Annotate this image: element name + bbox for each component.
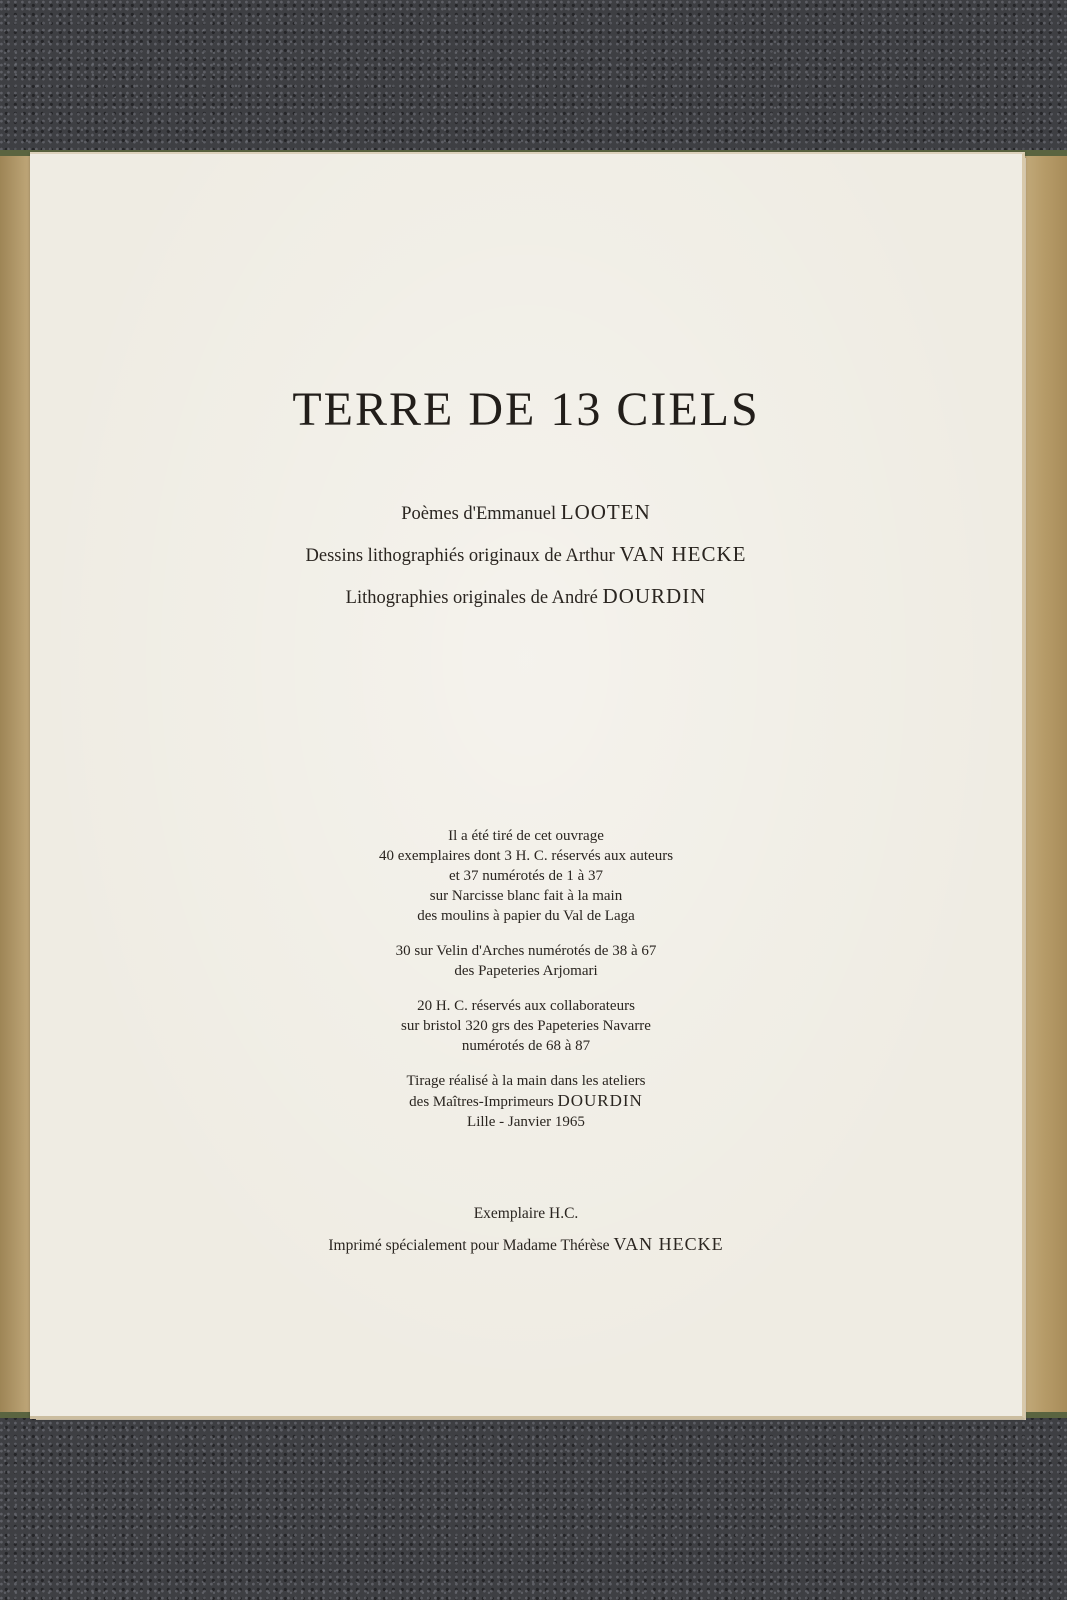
colophon-block-arches <box>30 941 1022 981</box>
credit-drawings <box>30 534 1022 576</box>
credit-lithographs-text: Lithographies originales de André <box>345 588 598 608</box>
credit-poems-author: LOOTEN <box>560 500 651 524</box>
credit-drawings-text: Dessins lithographiés originaux de Arthur <box>305 546 615 566</box>
folder-left-edge <box>0 156 32 1412</box>
copy-number: Exemplaire H.C. <box>473 1205 579 1222</box>
credit-lithographs <box>30 576 1022 618</box>
colophon-line: des moulins à papier du Val de Laga <box>417 908 635 924</box>
colophon-line: 30 sur Velin d'Arches numérotés de 38 à 67 <box>395 943 657 959</box>
colophon <box>30 826 1022 1147</box>
credit-poems-text: Poèmes d'Emmanuel <box>401 504 557 524</box>
credit-poems <box>30 492 1022 534</box>
colophon-line: 20 H. C. réservés aux collaborateurs <box>417 998 635 1014</box>
copy-dedication-name: VAN HECKE <box>613 1234 724 1254</box>
copy-dedication-line <box>30 1229 1022 1261</box>
book-title: TERRE DE 13 CIELS <box>292 383 760 436</box>
colophon-block-edition <box>30 826 1022 926</box>
colophon-printer-name: DOURDIN <box>557 1091 643 1110</box>
credits <box>30 492 1022 618</box>
colophon-line: sur bristol 320 grs des Papeteries Navarre <box>401 1018 651 1034</box>
colophon-printer-line <box>30 1091 1022 1112</box>
title-page <box>30 152 1025 1419</box>
colophon-printer-text: des Maîtres-Imprimeurs <box>409 1094 554 1110</box>
colophon-date: Lille - Janvier 1965 <box>467 1114 585 1130</box>
colophon-line: sur Narcisse blanc fait à la main <box>429 888 623 904</box>
colophon-line: Tirage réalisé à la main dans les ateliers <box>406 1073 646 1089</box>
credit-drawings-artist: VAN HECKE <box>619 542 747 566</box>
credit-lithographs-artist: DOURDIN <box>602 584 707 608</box>
colophon-block-printing <box>30 1071 1022 1132</box>
colophon-line: Il a été tiré de cet ouvrage <box>448 828 604 844</box>
colophon-block-collaborators <box>30 996 1022 1056</box>
colophon-line: des Papeteries Arjomari <box>454 963 598 979</box>
colophon-line: numérotés de 68 à 87 <box>461 1038 591 1054</box>
copy-dedication-text: Imprimé spécialement pour Madame Thérèse <box>328 1237 610 1254</box>
colophon-line: 40 exemplaires dont 3 H. C. réservés aux auteurs <box>378 848 674 864</box>
colophon-line: et 37 numérotés de 1 à 37 <box>448 868 604 884</box>
copy-dedication <box>30 1199 1022 1261</box>
